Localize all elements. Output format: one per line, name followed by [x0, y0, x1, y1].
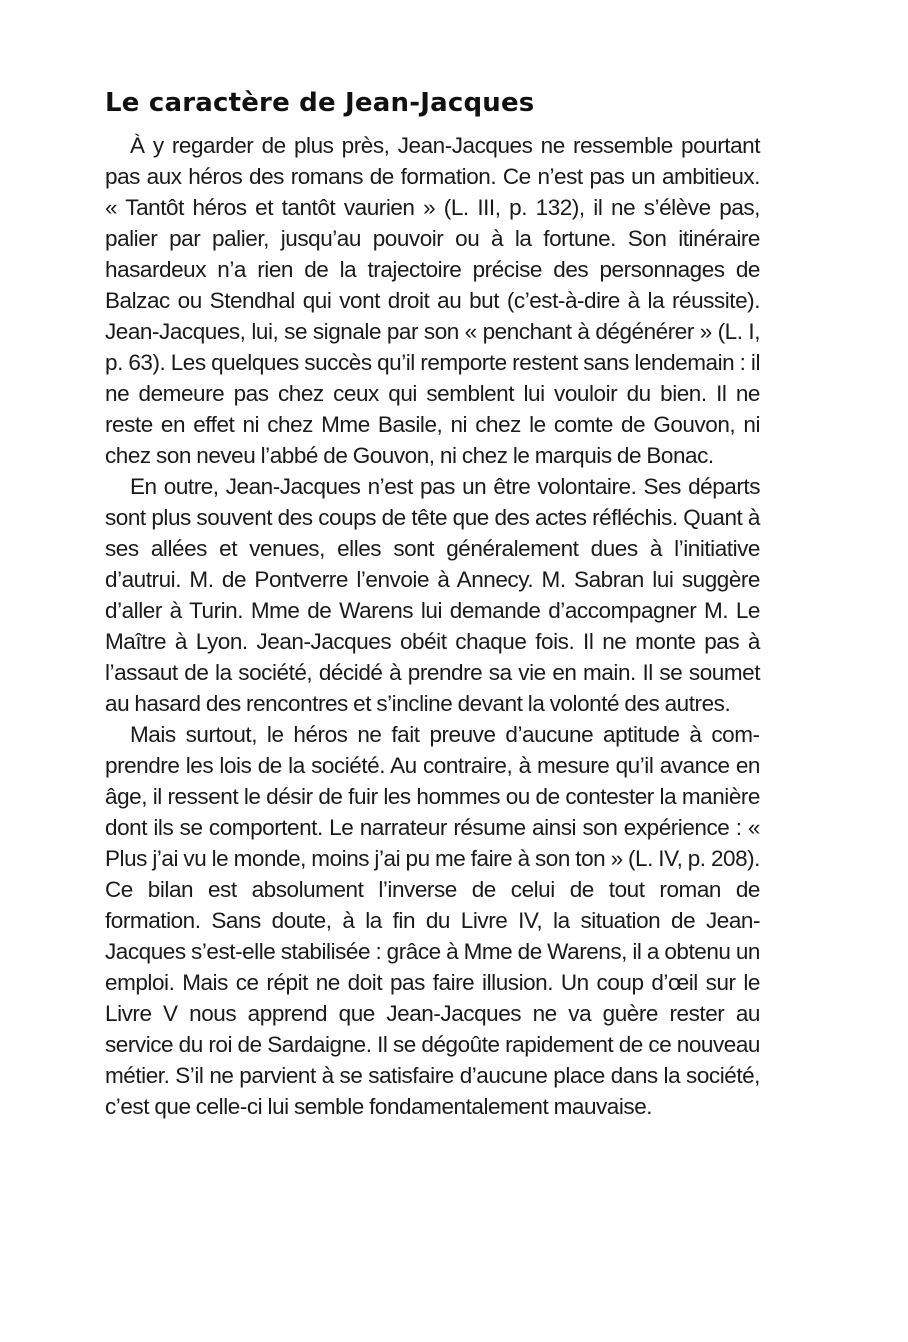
- paragraph-3: Mais surtout, le héros ne fait preuve d’aucune aptitude à comprendre les lois de la société. Au contraire, à mesure qu’il avance en âge, il ressent le désir de fuir les hommes ou de contester la manière dont ils se comportent. Le narrateur résume ainsi son expérience : « Plus j’ai vu le monde, moins j’ai pu me faire à son ton » (L. IV, p. 208). Ce bilan est absolument l’inverse de celui de tout roman de formation. Sans doute, à la fin du Livre IV, la situation de Jean-Jacques s’est-elle stabilisée : grâce à Mme de Warens, il a obtenu un emploi. Mais ce répit ne doit pas faire illusion. Un coup d’œil sur le Livre V nous apprend que Jean-Jacques ne va guère rester au service du roi de Sardaigne. Il se dégoûte rapidement de ce nouveau métier. S’il ne parvient à se satisfaire d’aucune place dans la société, c’est que celle-ci lui semble fondamentalement mauvaise.: [105, 722, 760, 1119]
- paragraph-1: À y regarder de plus près, Jean-Jacques ne ressemble pourtant pas aux héros des romans de formation. Ce n’est pas un ambitieux. « Tantôt héros et tantôt vaurien » (L. III, p. 132), il ne s’élève pas, palier par palier, jusqu’au pouvoir ou à la fortune. Son itinéraire hasardeux n’a rien de la trajectoire précise des personnages de Balzac ou Stendhal qui vont droit au but (c’est-à-dire à la réussite). Jean-Jacques, lui, se signale par son « penchant à dégénérer » (L. I, p. 63). Les quelques succès qu’il remporte restent sans lendemain : il ne demeure pas chez ceux qui semblent lui vouloir du bien. Il ne reste en effet ni chez Mme Basile, ni chez le comte de Gouvon, ni chez son neveu l’abbé de Gouvon, ni chez le marquis de Bonac.: [105, 133, 760, 468]
- section-heading: Le caractère de Jean-Jacques: [105, 88, 535, 118]
- document-page: [105, 86, 760, 1122]
- paragraph-2: En outre, Jean-Jacques n’est pas un être volontaire. Ses départs sont plus souvent des coups de tête que des actes réfléchis. Quant à ses allées et venues, elles sont généralement dues à l’initiative d’autrui. M. de Pontverre l’envoie à Annecy. M. Sabran lui suggère d’aller à Turin. Mme de Warens lui demande d’accompagner M. Le Maître à Lyon. Jean-Jacques obéit chaque fois. Il ne monte pas à l’assaut de la société, décidé à prendre sa vie en main. Il se soumet au hasard des rencontres et s’incline devant la volonté des autres.: [105, 474, 760, 716]
